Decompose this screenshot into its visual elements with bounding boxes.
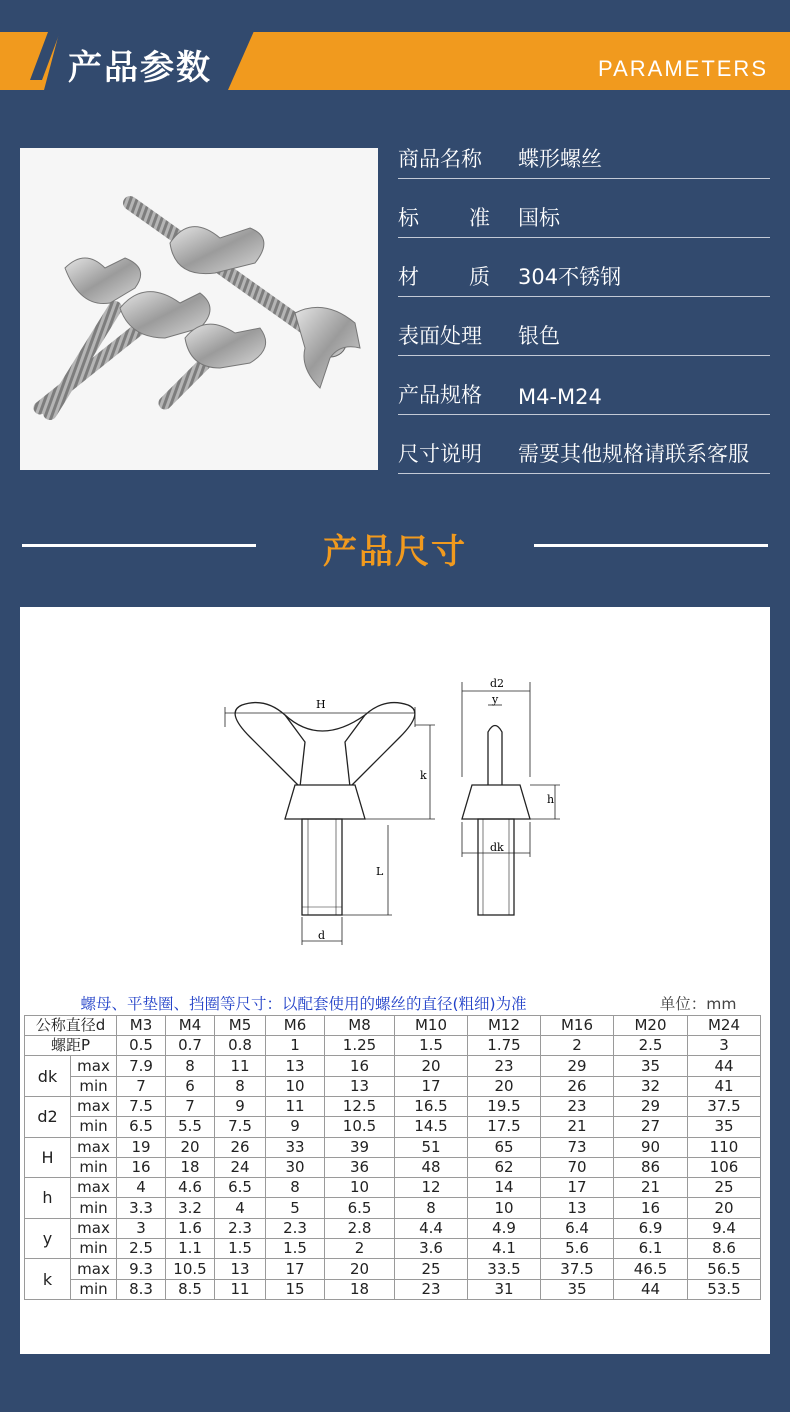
table-cell: 33: [266, 1137, 325, 1157]
table-cell: 6.1: [614, 1239, 688, 1259]
table-cell: 4.6: [166, 1178, 215, 1198]
table-cell: 16: [117, 1157, 166, 1177]
table-cell: 25: [395, 1259, 468, 1279]
table-cell: 24: [215, 1157, 266, 1177]
banner-subtitle: PARAMETERS: [598, 56, 768, 81]
header-label: 公称直径d: [25, 1015, 117, 1035]
table-cell: 5.6: [541, 1239, 614, 1259]
table-row: [25, 1218, 761, 1238]
param-label: 尺寸说明: [398, 442, 482, 466]
top-strip: [0, 0, 790, 22]
size-header: M24: [688, 1015, 761, 1035]
table-cell: 17: [266, 1259, 325, 1279]
table-row: [25, 1157, 761, 1177]
table-cell: 1.25: [325, 1036, 395, 1056]
table-row: [25, 1036, 761, 1056]
table-cell: 70: [541, 1157, 614, 1177]
table-cell: 23: [395, 1279, 468, 1299]
table-cell: 13: [266, 1056, 325, 1076]
table-cell: 3: [117, 1218, 166, 1238]
label-dk: dk: [490, 841, 504, 854]
label-h: h: [547, 793, 555, 806]
table-cell: 37.5: [541, 1259, 614, 1279]
table-cell: 2: [541, 1036, 614, 1056]
table-cell: 35: [614, 1056, 688, 1076]
row-kind: max: [71, 1218, 117, 1238]
row-kind: min: [71, 1239, 117, 1259]
param-label: 标 准: [398, 206, 490, 230]
table-cell: 44: [688, 1056, 761, 1076]
table-cell: 1.5: [395, 1036, 468, 1056]
table-cell: 6.4: [541, 1218, 614, 1238]
pitch-label: 螺距P: [25, 1036, 117, 1056]
table-cell: 36: [325, 1157, 395, 1177]
group-label: y: [25, 1218, 71, 1259]
table-cell: 20: [166, 1137, 215, 1157]
table-cell: 0.7: [166, 1036, 215, 1056]
size-header: M12: [468, 1015, 541, 1035]
table-cell: 1.6: [166, 1218, 215, 1238]
param-value: 304不锈钢: [518, 265, 622, 289]
table-cell: 23: [468, 1056, 541, 1076]
table-cell: 1.75: [468, 1036, 541, 1056]
table-cell: 0.5: [117, 1036, 166, 1056]
param-label: 商品名称: [398, 147, 482, 171]
table-note: 螺母、平垫圈、挡圈等尺寸：以配套使用的螺丝的直径(粗细)为准: [25, 995, 614, 1015]
table-cell: 16: [325, 1056, 395, 1076]
table-cell: 53.5: [688, 1279, 761, 1299]
table-row: [25, 1198, 761, 1218]
table-cell: 19: [117, 1137, 166, 1157]
table-row: [25, 1096, 761, 1116]
table-cell: 8: [266, 1178, 325, 1198]
table-cell: 5: [266, 1198, 325, 1218]
param-row-name: [398, 120, 770, 179]
table-cell: 29: [541, 1056, 614, 1076]
table-note-row: [25, 995, 761, 1015]
row-kind: min: [71, 1157, 117, 1177]
label-y: y: [492, 693, 499, 706]
table-cell: 27: [614, 1117, 688, 1137]
table-cell: 6.5: [117, 1117, 166, 1137]
table-cell: 15: [266, 1279, 325, 1299]
table-cell: 20: [468, 1076, 541, 1096]
size-header: M16: [541, 1015, 614, 1035]
table-cell: 4.1: [468, 1239, 541, 1259]
table-cell: 10: [325, 1178, 395, 1198]
table-cell: 7.5: [117, 1096, 166, 1116]
table-cell: 7.5: [215, 1117, 266, 1137]
table-cell: 4.9: [468, 1218, 541, 1238]
table-cell: 1.5: [266, 1239, 325, 1259]
table-cell: 106: [688, 1157, 761, 1177]
table-cell: 20: [395, 1056, 468, 1076]
table-cell: 8.3: [117, 1279, 166, 1299]
label-H: H: [316, 698, 326, 711]
table-row: [25, 1239, 761, 1259]
table-cell: 7: [117, 1076, 166, 1096]
table-cell: 26: [541, 1076, 614, 1096]
table-cell: 41: [688, 1076, 761, 1096]
size-header: M20: [614, 1015, 688, 1035]
table-cell: 32: [614, 1076, 688, 1096]
table-cell: 14: [468, 1178, 541, 1198]
table-cell: 11: [215, 1056, 266, 1076]
table-cell: 7: [166, 1096, 215, 1116]
section-divider-right: [534, 544, 768, 547]
table-cell: 13: [215, 1259, 266, 1279]
group-label: H: [25, 1137, 71, 1178]
table-header-row: [25, 1015, 761, 1035]
table-cell: 20: [688, 1198, 761, 1218]
row-kind: min: [71, 1117, 117, 1137]
table-cell: 18: [166, 1157, 215, 1177]
size-header: M8: [325, 1015, 395, 1035]
table-cell: 3.3: [117, 1198, 166, 1218]
table-cell: 12.5: [325, 1096, 395, 1116]
table-cell: 6: [166, 1076, 215, 1096]
param-value: 需要其他规格请联系客服: [518, 442, 749, 466]
label-d: d: [318, 929, 326, 942]
table-cell: 39: [325, 1137, 395, 1157]
size-header: M5: [215, 1015, 266, 1035]
row-kind: max: [71, 1096, 117, 1116]
table-cell: 3.2: [166, 1198, 215, 1218]
table-cell: 3.6: [395, 1239, 468, 1259]
banner-title: 产品参数: [68, 48, 212, 88]
param-row-spec: [398, 356, 770, 415]
table-cell: 56.5: [688, 1259, 761, 1279]
size-header: M10: [395, 1015, 468, 1035]
group-label: h: [25, 1178, 71, 1219]
group-label: d2: [25, 1096, 71, 1137]
table-cell: 2.3: [266, 1218, 325, 1238]
table-cell: 4: [215, 1198, 266, 1218]
table-cell: 11: [215, 1279, 266, 1299]
table-cell: 16.5: [395, 1096, 468, 1116]
table-cell: 4.4: [395, 1218, 468, 1238]
table-cell: 1: [266, 1036, 325, 1056]
table-cell: 21: [541, 1117, 614, 1137]
table-cell: 14.5: [395, 1117, 468, 1137]
param-label: 产品规格: [398, 383, 482, 407]
dimension-table: [24, 995, 761, 1300]
table-cell: 44: [614, 1279, 688, 1299]
section-title: 产品尺寸: [323, 532, 467, 572]
table-cell: 9: [266, 1117, 325, 1137]
table-cell: 23: [541, 1096, 614, 1116]
table-cell: 35: [541, 1279, 614, 1299]
table-cell: 25: [688, 1178, 761, 1198]
table-row: [25, 1076, 761, 1096]
table-cell: 73: [541, 1137, 614, 1157]
param-value: 蝶形螺丝: [518, 147, 602, 171]
table-cell: 2.5: [614, 1036, 688, 1056]
table-cell: 8: [166, 1056, 215, 1076]
table-cell: 18: [325, 1279, 395, 1299]
table-cell: 8.5: [166, 1279, 215, 1299]
table-cell: 2.5: [117, 1239, 166, 1259]
table-cell: 51: [395, 1137, 468, 1157]
table-row: [25, 1279, 761, 1299]
row-kind: min: [71, 1279, 117, 1299]
table-cell: 16: [614, 1198, 688, 1218]
product-photo: [20, 148, 378, 470]
table-cell: 8: [395, 1198, 468, 1218]
param-row-size-note: [398, 415, 770, 474]
table-cell: 11: [266, 1096, 325, 1116]
table-row: [25, 1137, 761, 1157]
table-cell: 10.5: [325, 1117, 395, 1137]
table-cell: 33.5: [468, 1259, 541, 1279]
table-cell: 31: [468, 1279, 541, 1299]
table-cell: 10.5: [166, 1259, 215, 1279]
table-cell: 46.5: [614, 1259, 688, 1279]
table-cell: 2: [325, 1239, 395, 1259]
group-label: dk: [25, 1056, 71, 1097]
table-cell: 62: [468, 1157, 541, 1177]
table-cell: 6.5: [215, 1178, 266, 1198]
row-kind: max: [71, 1259, 117, 1279]
table-cell: 6.5: [325, 1198, 395, 1218]
table-cell: 90: [614, 1137, 688, 1157]
size-header: M4: [166, 1015, 215, 1035]
table-cell: 17.5: [468, 1117, 541, 1137]
label-L: L: [376, 865, 384, 878]
wing-bolts-image: [20, 148, 378, 470]
row-kind: max: [71, 1178, 117, 1198]
table-cell: 86: [614, 1157, 688, 1177]
table-cell: 6.9: [614, 1218, 688, 1238]
table-cell: 48: [395, 1157, 468, 1177]
table-cell: 8.6: [688, 1239, 761, 1259]
table-cell: 7.9: [117, 1056, 166, 1076]
param-label: 表面处理: [398, 324, 482, 348]
param-value: 国标: [518, 206, 560, 230]
table-cell: 35: [688, 1117, 761, 1137]
table-cell: 3: [688, 1036, 761, 1056]
table-row: [25, 1259, 761, 1279]
param-row-standard: [398, 179, 770, 238]
table-cell: 10: [266, 1076, 325, 1096]
table-cell: 13: [541, 1198, 614, 1218]
table-cell: 17: [395, 1076, 468, 1096]
table-cell: 9.3: [117, 1259, 166, 1279]
table-unit: 单位：mm: [614, 995, 761, 1015]
wing-bolt-drawing: [20, 607, 770, 992]
label-k: k: [420, 769, 427, 782]
param-value: M4-M24: [518, 385, 602, 409]
table-cell: 17: [541, 1178, 614, 1198]
table-cell: 2.3: [215, 1218, 266, 1238]
table-cell: 65: [468, 1137, 541, 1157]
table-cell: 9: [215, 1096, 266, 1116]
dimension-panel: [20, 607, 770, 1354]
table-cell: 1.1: [166, 1239, 215, 1259]
table-cell: 0.8: [215, 1036, 266, 1056]
table-cell: 21: [614, 1178, 688, 1198]
table-cell: 110: [688, 1137, 761, 1157]
table-cell: 10: [468, 1198, 541, 1218]
row-kind: max: [71, 1137, 117, 1157]
header-banner: [0, 22, 790, 90]
table-cell: 30: [266, 1157, 325, 1177]
group-label: k: [25, 1259, 71, 1300]
param-value: 银色: [518, 324, 560, 348]
table-cell: 29: [614, 1096, 688, 1116]
table-cell: 37.5: [688, 1096, 761, 1116]
param-label: 材 质: [398, 265, 490, 289]
row-kind: max: [71, 1056, 117, 1076]
table-cell: 8: [215, 1076, 266, 1096]
table-cell: 20: [325, 1259, 395, 1279]
table-cell: 4: [117, 1178, 166, 1198]
table-cell: 12: [395, 1178, 468, 1198]
size-header: M3: [117, 1015, 166, 1035]
table-row: [25, 1056, 761, 1076]
table-cell: 13: [325, 1076, 395, 1096]
param-row-material: [398, 238, 770, 297]
table-cell: 19.5: [468, 1096, 541, 1116]
table-cell: 5.5: [166, 1117, 215, 1137]
table-row: [25, 1117, 761, 1137]
row-kind: min: [71, 1076, 117, 1096]
label-d2: d2: [490, 677, 505, 690]
table-cell: 2.8: [325, 1218, 395, 1238]
table-cell: 1.5: [215, 1239, 266, 1259]
table-cell: 9.4: [688, 1218, 761, 1238]
param-row-surface: [398, 297, 770, 356]
row-kind: min: [71, 1198, 117, 1218]
size-header: M6: [266, 1015, 325, 1035]
table-cell: 26: [215, 1137, 266, 1157]
table-row: [25, 1178, 761, 1198]
